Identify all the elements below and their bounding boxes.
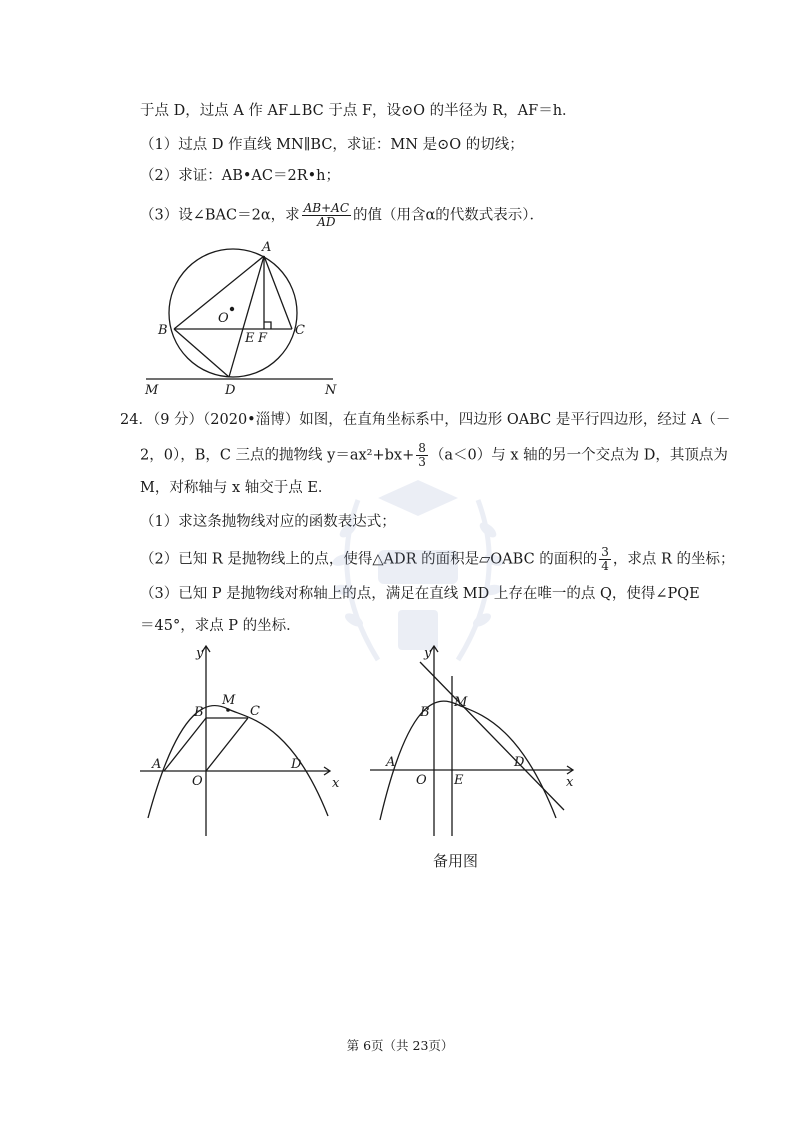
q24-line3: M，对称轴与 x 轴交于点 E． <box>140 480 333 496</box>
q23-part1: （1）过点 D 作直线 MN∥BC，求证：MN 是⊙O 的切线； <box>140 137 524 153</box>
q23-text-line0: 于点 D，过点 A 作 AF⊥BC 于点 F，设⊙O 的半径为 R，AF＝h． <box>140 103 577 119</box>
line-md <box>420 662 564 810</box>
q23-frac-num: AB+AC <box>303 201 350 215</box>
q24-part2-fraction <box>599 546 611 573</box>
label-e: E <box>245 331 255 346</box>
q23-part2: （2）求证：AB•AC＝2R•h； <box>140 168 341 184</box>
circle-o <box>169 249 297 377</box>
q24-line2-frac-den: 3 <box>418 455 426 469</box>
q24-part2-frac-num: 3 <box>601 545 609 559</box>
q24-line2-pre: 2，0），B，C 三点的抛物线 y＝ax²+bx+ <box>140 447 415 464</box>
fig2-label-b: B <box>420 705 430 720</box>
fig1-label-c: C <box>250 704 260 719</box>
label-c: C <box>295 323 305 338</box>
q24-line2-frac-num: 8 <box>418 441 426 455</box>
fig2-label-d: D <box>514 755 525 770</box>
label-b: B <box>158 323 168 338</box>
backup-parabola-curve <box>380 701 556 820</box>
q24-line2-post: （a＜0）与 x 轴的另一个交点为 D，其顶点为 <box>429 447 728 464</box>
fig2-label-x: x <box>566 775 574 790</box>
q23-circle-figure <box>140 236 350 398</box>
label-a: A <box>262 240 272 255</box>
q23-part3 <box>140 202 544 229</box>
q24-part2-frac-den: 4 <box>601 559 609 573</box>
page-footer: 第 6页（共 23页） <box>346 1038 454 1053</box>
label-d: D <box>225 383 236 398</box>
right-angle-mark <box>264 322 271 329</box>
q24-part2-pre: （2）已知 R 是抛物线上的点，使得△ADR 的面积是▱OABC 的面积的 <box>140 551 598 568</box>
q24-parabola-figure <box>140 640 350 840</box>
fig2-label-y: y <box>424 646 432 661</box>
segment-oc <box>206 718 248 771</box>
fig1-label-o: O <box>192 774 203 789</box>
q24-part3a: （3）已知 P 是抛物线对称轴上的点，满足在直线 MD 上存在唯一的点 Q，使得∠PQE <box>140 586 700 602</box>
q24-backup-figure <box>368 640 583 840</box>
label-m: M <box>145 383 159 398</box>
q23-part3-post: 的值（用含α的代数式表示）． <box>353 207 545 224</box>
q23-frac-den: AD <box>317 215 336 229</box>
fig1-label-a: A <box>152 757 162 772</box>
center-dot <box>230 307 234 311</box>
fig2-label-e: E <box>454 773 464 788</box>
fig1-label-b: B <box>194 705 204 720</box>
q24-line1: 24．（9 分）（2020•淄博）如图，在直角坐标系中，四边形 OABC 是平行四边形，经过 A（－ <box>120 412 731 428</box>
fig2-label-a: A <box>386 755 396 770</box>
fig2-label-m: M <box>454 695 468 710</box>
q24-part3b: ＝45°，求点 P 的坐标． <box>140 618 301 634</box>
fig1-label-m: M <box>222 693 236 708</box>
vertex-m-dot <box>226 708 230 712</box>
fig1-label-d: D <box>291 757 302 772</box>
q24-part1: （1）求这条抛物线对应的函数表达式； <box>140 514 396 530</box>
label-f: F <box>258 331 268 346</box>
backup-figure-caption: 备用图 <box>433 852 479 870</box>
q23-part3-pre: （3）设∠BAC＝2α，求 <box>140 207 300 224</box>
label-o: O <box>218 311 229 326</box>
fig1-label-x: x <box>332 776 340 791</box>
label-n: N <box>325 383 337 398</box>
q23-part3-fraction <box>302 202 351 229</box>
segment-ad <box>229 256 264 377</box>
fig2-label-o: O <box>416 773 427 788</box>
fig1-label-y: y <box>196 646 204 661</box>
q24-part2-post: ，求点 R 的坐标； <box>612 551 735 568</box>
